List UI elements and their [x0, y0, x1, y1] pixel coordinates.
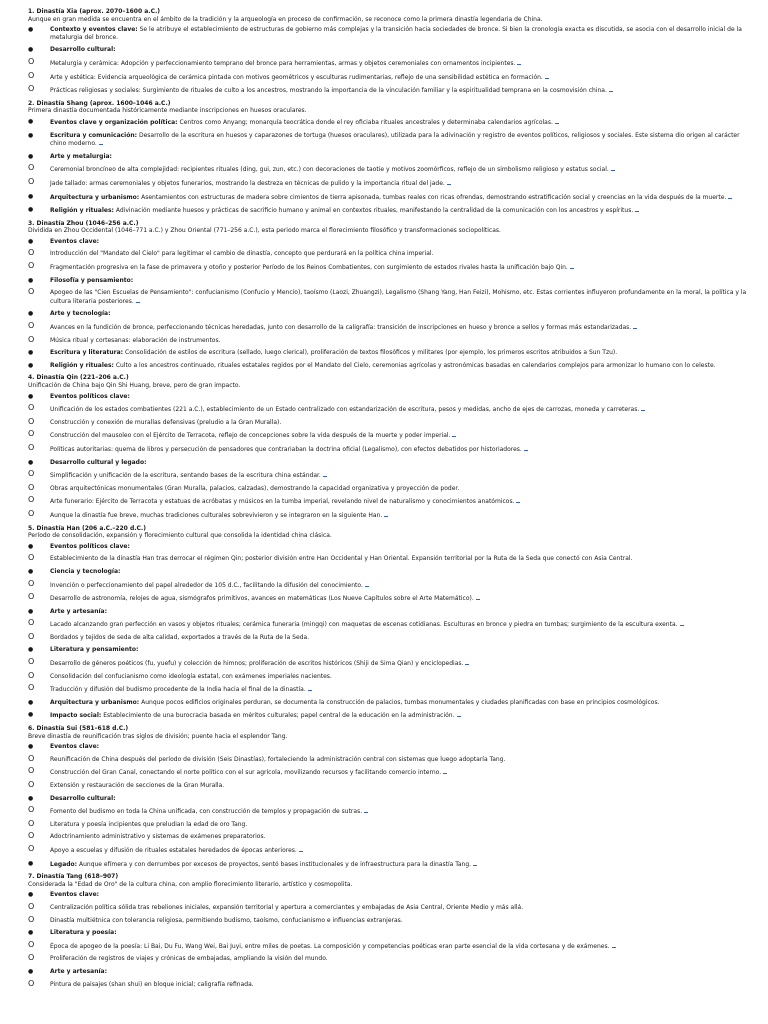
item-text: Fragmentación progresiva en la fase de primavera y otoño y posterior Período de los Reinos Combatientes, con surgimiento de estados rivales hasta la unificación bajo Qin. [50, 264, 568, 272]
list-item [28, 26, 748, 41]
circle-bullet-icon: O [28, 843, 35, 853]
list-item [28, 914, 748, 925]
item-label: Eventos políticos clave: [50, 542, 130, 550]
list-item [28, 289, 748, 305]
list-item [28, 807, 748, 816]
bullet-icon: ● [28, 152, 34, 160]
item-text: Desarrollo de astronomía, relojes de agua, sismógrafos primitivos, avances en matemáticas (Los Nueve Capítulos sobre el Arte Matemático). [50, 595, 474, 603]
list-item [28, 891, 748, 899]
dynasty-title: 6. Dinastía Sui (581–618 d.C.) [28, 725, 129, 733]
circle-bullet-icon: O [28, 818, 35, 828]
list-item [28, 277, 748, 285]
bullet-icon: ● [28, 206, 34, 214]
reference-link-icon[interactable] [136, 297, 140, 303]
list-item [28, 86, 748, 95]
item-text: Centros como Anyang; monarquía teocrática donde el rey oficiaba rituales ancestrales y determinaba calendarios agrícolas. [179, 118, 553, 126]
list-item [28, 310, 748, 318]
reference-link-icon[interactable] [473, 860, 477, 866]
circle-bullet-icon: O [28, 657, 35, 667]
bullet-icon: ● [28, 26, 34, 34]
bullet-icon: ● [28, 891, 34, 899]
reference-link-icon[interactable] [452, 431, 456, 437]
list-item [28, 206, 748, 215]
reference-link-icon[interactable] [545, 73, 549, 79]
reference-link-icon[interactable] [609, 86, 613, 92]
list-item [28, 711, 748, 720]
list-item [28, 442, 748, 454]
item-text: Época de apogeo de la poesía: Li Bai, Du Fu, Wang Wei, Bai Juyi, entre miles de poetas. La composición y competencias poéticas eran parte esencial de la vida cortesana y de exámenes. [50, 942, 610, 950]
reference-link-icon[interactable] [612, 942, 616, 948]
circle-bullet-icon: O [28, 442, 35, 452]
circle-bullet-icon: O [28, 70, 35, 80]
reference-link-icon[interactable] [570, 263, 574, 269]
list-item [28, 508, 748, 520]
item-text: Construcción y conexión de murallas defensivas (preludio a la Gran Muralla). [50, 418, 282, 426]
dynasty-section [28, 873, 748, 988]
bullet-icon: ● [28, 117, 34, 125]
circle-bullet-icon: O [28, 805, 35, 815]
bullet-icon: ● [28, 192, 34, 200]
circle-bullet-icon: O [28, 978, 35, 988]
item-label: Literatura y pensamiento: [50, 646, 139, 654]
list-item [28, 833, 748, 841]
reference-link-icon[interactable] [308, 685, 312, 691]
list-item [28, 670, 748, 681]
item-label: Arte y estética: [50, 73, 96, 81]
list-item [28, 471, 748, 480]
dynasty-subtitle: Período de consolidación, expansión y florecimiento cultural que consolida la identidad china clásica. [28, 532, 332, 540]
list-item [28, 132, 748, 148]
item-label: Eventos clave: [50, 891, 100, 899]
bullet-icon: ● [28, 237, 34, 245]
list-item [28, 193, 748, 202]
list-item [28, 323, 748, 332]
circle-bullet-icon: O [28, 321, 35, 331]
bullet-icon: ● [28, 967, 34, 975]
list-item [28, 405, 748, 414]
bullet-icon: ● [28, 567, 34, 575]
item-label: Arte y metalurgia: [50, 152, 112, 160]
item-text: Adivinación mediante huesos y prácticas de sacrificio humano y animal en contextos rituales, manifestando la centralidad de la comunicación con los ancestros y espíritus. [115, 207, 634, 215]
bullet-icon: ● [28, 646, 34, 654]
reference-link-icon[interactable] [641, 405, 645, 411]
dynasty-section [28, 220, 748, 370]
list-item [28, 578, 748, 590]
reference-link-icon[interactable] [447, 179, 451, 185]
item-text: Avances en la fundición de bronce, perfeccionando técnicas heredadas, junto con desarrollo de la caligrafía: transición de inscripciones en hueso y bronce a sellos y formas más estandarizadas. [50, 324, 632, 332]
item-text: Apoyo a escuelas y difusión de rituales estatales heredados de épocas anteriores. [50, 846, 297, 854]
list-item [28, 70, 748, 82]
bullet-icon: ● [28, 276, 34, 284]
circle-bullet-icon: O [28, 56, 35, 66]
item-text: Fomento del budismo en toda la China unificada, con construcción de templos y propagación de sutras. [50, 808, 363, 816]
item-text: Centralización política sólida tras rebeliones iniciales, expansión territorial y apertura a comerciantes y embajadas de Asia Central, Oriente Medio y más allá. [50, 903, 524, 911]
item-label: Arte y artesanía: [50, 607, 107, 615]
circle-bullet-icon: O [28, 84, 35, 94]
item-text: Extensión y restauración de secciones de la Gran Muralla. [50, 782, 225, 789]
item-text: Aunque pocos edificios originales perduran, se documenta la construcción de palacios, tumbas monumentales y ciudades planificadas con base en principios cosmológicos. [141, 698, 660, 706]
list-item [28, 968, 748, 976]
list-item [28, 843, 748, 855]
item-label: Contexto y eventos clave: [50, 26, 138, 34]
list-item [28, 620, 748, 629]
bullet-icon: ● [28, 607, 34, 615]
item-text: Establecimiento de una burocracia basada en méritos culturales; papel central de la educación en la administración. [103, 712, 455, 720]
item-text: Consolidación de estilos de escritura (sellado, luego clerical), proliferación de textos filosóficos y militares (por ejemplo, los primeros escritos atribuidos a Sun Tzu). [125, 349, 618, 357]
circle-bullet-icon: O [28, 261, 35, 271]
circle-bullet-icon: O [28, 429, 35, 439]
item-text: Se le atribuye el establecimiento de estructuras de gobierno más complejas y la transición hacia sociedades de bronce. Si bien la cronología exacta es discutida, se asocia con el desarrollo inicial de la metalurgia del bronce. [50, 26, 742, 41]
list-item [28, 416, 748, 427]
list-item [28, 594, 748, 603]
list-item [28, 46, 748, 54]
item-label: Escritura y literatura: [50, 349, 124, 357]
list-item [28, 250, 748, 258]
circle-bullet-icon: O [28, 953, 35, 963]
list-item [28, 393, 748, 401]
item-label: Impacto social: [50, 712, 102, 720]
item-label: Metalurgia y cerámica: [50, 59, 119, 67]
reference-link-icon[interactable] [555, 118, 559, 124]
item-text: Desarrollo de géneros poéticos (fu, yuefu) y colección de himnos; proliferación de escritos históricos (Shiji de Sima Qian) y enciclopedias. [50, 660, 464, 668]
list-item [28, 795, 748, 803]
dynasty-title: 1. Dinastía Xia (aprox. 2070–1600 a.C.) [28, 8, 160, 15]
item-label: Literatura y poesía: [50, 929, 117, 937]
item-label: Religión y rituales: [50, 207, 114, 215]
reference-link-icon[interactable] [384, 511, 388, 517]
dynasty-subtitle: Primera dinastía documentada históricamente mediante inscripciones en huesos oraculares. [28, 107, 307, 115]
bullet-icon: ● [28, 349, 34, 357]
bullet-icon: ● [28, 361, 34, 369]
list-item [28, 753, 748, 764]
circle-bullet-icon: O [28, 287, 35, 297]
item-text: Simplificación y unificación de la escritura, sentando bases de la escritura china estándar. [50, 472, 321, 480]
circle-bullet-icon: O [28, 508, 35, 518]
item-label: Eventos clave y organización política: [50, 118, 178, 126]
item-text: Traducción y difusión del budismo procedente de la India hacia el final de la dinastía. [50, 686, 306, 694]
reference-link-icon[interactable] [364, 807, 368, 813]
item-text: Desarrollo de la escritura en huesos y caparazones de tortuga (huesos oraculares), utilizada para la adivinación y registro de eventos políticos, religiosos y sociales. Este sistema dio origen al carácter chino moderno. [50, 131, 740, 148]
bullet-icon: ● [28, 698, 34, 706]
circle-bullet-icon: O [28, 495, 35, 505]
list-item [28, 555, 748, 563]
item-label: Arte y artesanía: [50, 967, 107, 975]
list-item [28, 631, 748, 642]
bullet-icon: ● [28, 46, 34, 54]
list-item [28, 901, 748, 912]
item-label: Desarrollo cultural: [50, 46, 116, 54]
item-text: Asentamientos con estructuras de madera sobre cimientos de tierra apisonada, tumbas reales con ricas ofrendas, demostrando estratificación social y creencias en la vida después de la muerte. [141, 193, 727, 201]
dynasty-subtitle: Aunque en gran medida se encuentra en el ámbito de la tradición y la arqueología en proceso de confirmación, se reconoce como la primera dinastía legendaria de China. [28, 15, 543, 23]
item-text: Surgimiento de rituales de culto a los ancestros, mostrando la importancia de la vinculación familiar y la espiritualidad temprana en la cosmovisión china. [142, 87, 607, 95]
item-text: Evidencia arqueológica de cerámica pintada con motivos geométricos y esculturas rudimentarias, reflejo de una sensibilidad estética en formación. [97, 73, 543, 81]
dynasty-section [28, 100, 748, 215]
circle-bullet-icon: O [28, 831, 35, 841]
reference-link-icon[interactable] [443, 768, 447, 774]
list-item [28, 543, 748, 551]
circle-bullet-icon: O [28, 176, 35, 186]
bullet-icon: ● [28, 310, 34, 318]
dynasty-title: 2. Dinastía Shang (aprox. 1600–1046 a.C.) [28, 99, 171, 107]
bullet-icon: ● [28, 743, 34, 751]
item-label: Arquitectura y urbanismo: [50, 698, 140, 706]
reference-link-icon[interactable] [99, 139, 103, 145]
circle-bullet-icon: O [28, 416, 35, 426]
item-label: Escritura y comunicación: [50, 131, 138, 139]
item-label: Ciencia y tecnología: [50, 567, 121, 575]
dynasty-section [28, 374, 748, 519]
circle-bullet-icon: O [28, 780, 35, 789]
item-text: Construcción del mausoleo con el Ejército de Terracota, reflejo de concepciones sobre la vida después de la muerte y poder imperial. [50, 432, 451, 440]
item-label: Desarrollo cultural y legado: [50, 458, 147, 466]
list-item [28, 431, 748, 440]
list-item [28, 768, 748, 777]
item-label: Religión y rituales: [50, 361, 114, 369]
list-item [28, 263, 748, 272]
item-text: Culto a los ancestros continuado, rituales estatales regidos por el Mandato del Cielo, ceremonias agrícolas y astronómicas basadas en calendarios complejos para armonizar lo humano con lo celeste. [115, 361, 716, 369]
reference-link-icon[interactable] [728, 193, 732, 199]
dynasty-subtitle: Dividida en Zhou Occidental (1046–771 a.C.) y Zhou Oriental (771–256 a.C.), esta periodo marca el florecimiento filosófico y transformaciones sociopolíticas. [28, 227, 501, 235]
item-label: Arte y tecnología: [50, 310, 111, 318]
list-item [28, 349, 748, 357]
circle-bullet-icon: O [28, 592, 35, 602]
item-text: Literatura y poesía incipientes que preludian la edad de oro Tang. [50, 820, 248, 828]
list-item [28, 978, 748, 989]
list-item [28, 362, 748, 370]
list-item [28, 459, 748, 467]
circle-bullet-icon: O [28, 914, 35, 924]
list-item [28, 238, 748, 246]
list-item [28, 646, 748, 654]
circle-bullet-icon: O [28, 683, 35, 693]
list-item [28, 334, 748, 345]
item-text: Música ritual y cortesanas: elaboración de instrumentos. [50, 336, 221, 344]
bullet-icon: ● [28, 859, 34, 867]
item-text: Bordados y tejidos de seda de alta calidad, exportados a través de la Ruta de la Seda. [50, 633, 310, 641]
item-label: Filosofía y pensamiento: [50, 276, 134, 284]
list-item [28, 699, 748, 707]
reference-link-icon[interactable] [365, 581, 369, 587]
circle-bullet-icon: O [28, 578, 35, 588]
reference-link-icon[interactable] [516, 497, 520, 503]
bullet-icon: ● [28, 392, 34, 400]
item-text: Apogeo de las "Cien Escuelas de Pensamiento": confucianismo (Confucio y Mencio), taoísmo (Laozi, Zhuangzi), Legalismo (Shang Yang, Han Feizi), Mohismo, etc. Estas corrientes influyeron profundamente en la moral, la política y la cultura literaria posteriores. [50, 289, 747, 305]
reference-link-icon[interactable] [476, 594, 480, 600]
dynasty-title: 4. Dinastía Qin (221–206 a.C.) [28, 374, 129, 382]
circle-bullet-icon: O [28, 482, 35, 492]
reference-link-icon[interactable] [299, 846, 303, 852]
circle-bullet-icon: O [28, 403, 35, 413]
circle-bullet-icon: O [28, 553, 35, 563]
circle-bullet-icon: O [28, 939, 35, 949]
reference-link-icon[interactable] [611, 165, 615, 171]
item-text: Construcción del Gran Canal, conectando el norte político con el sur agrícola, movilizando recursos y facilitando comercio interno. [50, 769, 442, 777]
item-text: Lacado alcanzando gran perfección en vasos y objetos rituales; cerámica funeraria (mingqi) con maquetas de escenas cotidianas. Esculturas en bronce y piedra en tumbas; surgimiento de la escultura exenta. [50, 621, 678, 629]
circle-bullet-icon: O [28, 248, 35, 258]
item-label: Eventos clave: [50, 237, 100, 245]
list-item [28, 818, 748, 829]
item-text: Políticas autoritarias: quema de libros y persecución de pensadores que contrariaban la doctrina oficial (Legalismo), con efectos debatidos por historiadores. [50, 445, 522, 453]
bullet-icon: ● [28, 458, 34, 466]
circle-bullet-icon: O [28, 618, 35, 628]
dynasty-subtitle: Considerada la "Edad de Oro" de la cultura china, con amplio florecimiento literario, artístico y cosmopolita. [28, 880, 353, 888]
item-text: Adoctrinamiento administrativo y sistemas de exámenes preparatorios. [50, 833, 266, 841]
list-item [28, 782, 748, 790]
item-label: Desarrollo cultural: [50, 794, 116, 802]
bullet-icon: ● [28, 711, 34, 719]
item-label: Legado: [50, 860, 78, 868]
item-text: Reunificación de China después del período de división (Seis Dinastías), fortaleciendo la administración central con sistemas que luego adoptaría Tang. [50, 755, 506, 763]
item-label: Arquitectura y urbanismo: [50, 193, 140, 201]
dynasty-title: 3. Dinastía Zhou (1046–256 a.C.) [28, 219, 139, 227]
list-item [28, 165, 748, 174]
list-item [28, 56, 748, 68]
circle-bullet-icon: O [28, 334, 35, 344]
item-text: Introducción del "Mandato del Cielo" para legitimar el cambio de dinastía, concepto que perdurará en la política china imperial. [50, 250, 434, 258]
list-item [28, 482, 748, 493]
item-text: Arte funerario: Ejército de Terracota y estatuas de acróbatas y músicos en la tumba imperial, revelando nivel de naturalismo y conocimientos anatómicos. [50, 498, 515, 506]
item-label: Eventos clave: [50, 743, 100, 751]
list-item [28, 685, 748, 694]
circle-bullet-icon: O [28, 163, 35, 173]
list-item [28, 659, 748, 668]
reference-link-icon[interactable] [524, 445, 528, 451]
circle-bullet-icon: O [28, 753, 35, 763]
circle-bullet-icon: O [28, 901, 35, 911]
dynasty-section [28, 525, 748, 721]
circle-bullet-icon: O [28, 670, 35, 680]
item-text: Jade tallado: armas ceremoniales y objetos funerarios, mostrando la destreza en técnicas de pulido y la importancia ritual del jade. [50, 179, 445, 187]
bullet-icon: ● [28, 131, 34, 139]
reference-link-icon[interactable] [680, 620, 684, 626]
list-item [28, 939, 748, 951]
reference-link-icon[interactable] [323, 471, 327, 477]
item-text: Aunque la dinastía fue breve, muchas tradiciones culturales sobrevivieron y se integraron en la siguiente Han. [50, 511, 383, 519]
circle-bullet-icon: O [28, 766, 35, 776]
item-label: Prácticas religiosas y sociales: [50, 87, 141, 95]
item-text: Pintura de paisajes (shan shui) en bloque inicial; caligrafía refinada. [50, 980, 254, 988]
dynasty-subtitle: Breve dinastía de reunificación tras siglos de división; puente hacia el esplendor Tang. [28, 732, 288, 740]
item-text: Adopción y perfeccionamiento temprano del bronce para herramientas, armas y objetos ceremoniales con ornamentos incipientes. [120, 59, 516, 67]
item-text: Ceremonial broncíneo de alta complejidad: recipientes rituales (ding, gui, zun, etc.) con decoraciones de taotie y motivos zoomórficos, reflejo de un simbolismo religioso y estatus social. [50, 166, 609, 174]
dynasty-section [28, 725, 748, 868]
item-text: Dinastía multiétnica con tolerancia religiosa, permitiendo budismo, taoísmo, confucianismo e influencias extranjeras. [50, 916, 403, 924]
circle-bullet-icon: O [28, 469, 35, 479]
reference-link-icon[interactable] [457, 711, 461, 717]
bullet-icon: ● [28, 794, 34, 802]
item-text: Obras arquitectónicas monumentales (Gran Muralla, palacios, calzadas), demostrando la capacidad organizativa y proyección de poder. [50, 484, 460, 492]
item-text: Aunque efímera y con derrumbes por excesos de proyectos, sentó bases institucionales y de infraestructura para la dinastía Tang. [78, 860, 472, 868]
reference-link-icon[interactable] [517, 59, 521, 65]
dynasty-section [28, 8, 748, 95]
item-text: Invención o perfeccionamiento del papel alrededor de 105 d.C., facilitando la difusión del conocimiento. [50, 581, 363, 589]
list-item [28, 860, 748, 869]
list-item [28, 497, 748, 506]
dynasty-subtitle: Unificación de China bajo Qin Shi Huang, breve, pero de gran impacto. [28, 382, 241, 389]
bullet-icon: ● [28, 929, 34, 937]
item-text: Unificación de los estados combatientes (221 a.C.), establecimiento de un Estado centralizado con estandarización de escritura, pesos y medidas, ancho de ejes de carrozas, moneda y carreteras. [50, 406, 640, 414]
list-item [28, 955, 748, 963]
reference-link-icon[interactable] [465, 659, 469, 665]
item-label: Eventos políticos clave: [50, 392, 130, 400]
reference-link-icon[interactable] [635, 206, 639, 212]
list-item [28, 153, 748, 161]
list-item [28, 568, 748, 576]
item-text: Establecimiento de la dinastía Han tras derrocar el régimen Qin; posterior división entre Han Occidental y Han Oriental. Expansión territorial por la Ruta de la Seda que conectó con Asia Central. [50, 555, 633, 563]
dynasty-title: 7. Dinastía Tang (618–907) [28, 873, 119, 881]
list-item [28, 118, 748, 127]
list-item [28, 608, 748, 616]
item-text: Consolidación del confucianismo como ideología estatal, con exámenes imperiales nacientes. [50, 672, 332, 680]
item-text: Proliferación de registros de viajes y crónicas de embajadas, ampliando la visión del mundo. [50, 955, 328, 963]
list-item [28, 176, 748, 188]
reference-link-icon[interactable] [633, 323, 637, 329]
circle-bullet-icon: O [28, 631, 35, 641]
list-item [28, 929, 748, 937]
list-item [28, 743, 748, 751]
dynasty-title: 5. Dinastía Han (206 a.C.–220 d.C.) [28, 524, 146, 532]
bullet-icon: ● [28, 542, 34, 550]
